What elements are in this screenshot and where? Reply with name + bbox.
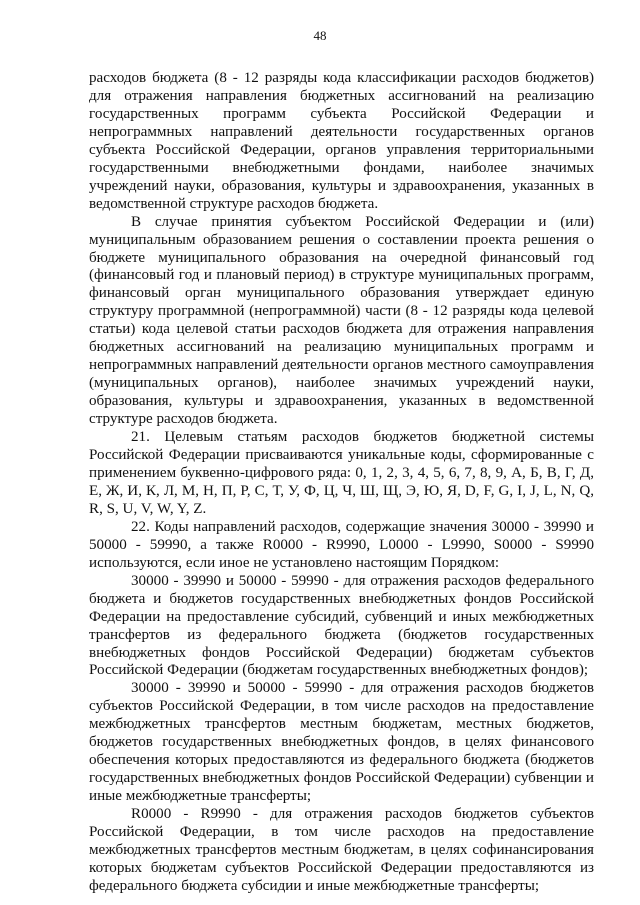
paragraph-continuation: расходов бюджета (8 - 12 разряды кода классификации расходов бюджетов) для отражения направления бюджетных ассигнований на реализацию государственных программ субъекта Российской Федерации и непрограммных направлений деятельности государственных органов субъекта Российской Федерации, органов управления территориальными государственными внебюджетными фондами, наиболее значимых учреждений науки, образования, культуры и здравоохранения, указанных в ведомственной структуре расходов бюджета. (89, 70, 594, 212)
document-body (89, 70, 594, 896)
page-number: 48 (313, 28, 327, 43)
paragraph-item-22: 22. Коды направлений расходов, содержащие значения 30000 - 39990 и 50000 - 59990, а также R0000 - R9990, L0000 - L9990, S0000 - S9990 используются, если иное не установлено настоящим Порядком: (89, 518, 594, 571)
paragraph-subitem: R0000 - R9990 - для отражения расходов бюджетов субъектов Российской Федерации, в том числе расходов на предоставление межбюджетных трансфертов местным бюджетам, в целях софинансирования которых бюджетам субъектов Российской Федерации предоставляются из федерального бюджета субсидии и иные межбюджетные трансферты; (89, 806, 594, 894)
paragraph-subitem: 30000 - 39990 и 50000 - 59990 - для отражения расходов бюджетов субъектов Российской Федерации, в том числе расходов на предоставление межбюджетных трансфертов местным бюджетам, местных бюджетов, бюджетов государственных внебюджетных фондов, в целях финансового обеспечения которых предоставляются из федерального бюджета (бюджетов государственных внебюджетных фондов Российской Федерации) субвенции и иные межбюджетные трансферты; (89, 680, 594, 805)
paragraph: В случае принятия субъектом Российской Федерации и (или) муниципальным образованием решения о составлении проекта решения о бюджете муниципального образования на очередной финансовый год (финансовый год и плановый период) в структуре муниципальных программ, финансовый орган муниципального образования утверждает единую структуру программной (непрограммной) части (8 - 12 разряды кода целевой статьи) кода целевой статьи расходов бюджета для отражения направления бюджетных ассигнований на реализацию муниципальных программ и непрограммных направлений деятельности органов местного самоуправления (муниципальных органов), наиболее значимых учреждений науки, образования, культуры и здравоохранения, указанных в ведомственной структуре расходов бюджета. (89, 213, 594, 428)
paragraph-item-21: 21. Целевым статьям расходов бюджетов бюджетной системы Российской Федерации присваиваются уникальные коды, сформированные с применением буквенно-цифрового ряда: 0, 1, 2, 3, 4, 5, 6, 7, 8, 9, А, Б, В, Г, Д, Е, Ж, И, К, Л, М, Н, П, Р, С, Т, У, Ф, Ц, Ч, Ш, Щ, Э, Ю, Я, D, F, G, I, J, L, N, Q, R, S, U, V, W, Y, Z. (89, 429, 594, 517)
paragraph-subitem: 30000 - 39990 и 50000 - 59990 - для отражения расходов федерального бюджета и бюджетов государственных внебюджетных фондов Российской Федерации на предоставление субсидий, субвенций и иных межбюджетных трансфертов из федерального бюджета (бюджетов государственных внебюджетных фондов Российской Федерации) бюджетам субъектов Российской Федерации (бюджетам государственных внебюджетных фондов); (89, 572, 594, 679)
